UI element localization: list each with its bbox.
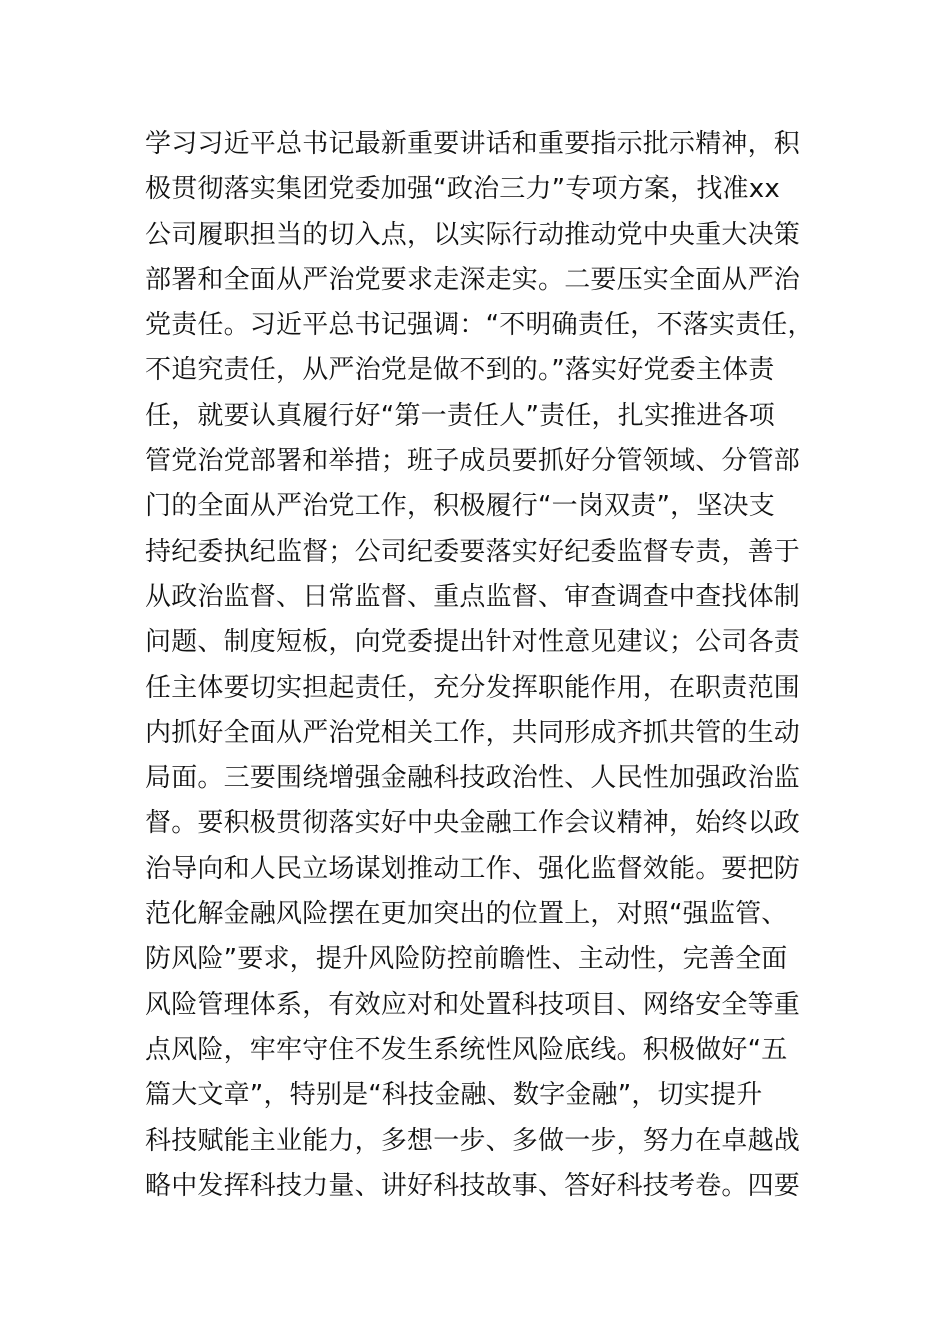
- text-line: 不追究责任，从严治党是做不到的。”落实好党委主体责: [145, 355, 775, 386]
- text-line: 略中发挥科技力量、讲好科技故事、答好科技考卷。四要: [145, 1170, 801, 1201]
- text-line: 从政治监督、日常监督、重点监督、审查调查中查找体制: [145, 581, 801, 612]
- text-line: 公司履职担当的切入点，以实际行动推动党中央重大决策: [145, 219, 801, 250]
- text-line: 局面。三要围绕增强金融科技政治性、人民性加强政治监: [145, 763, 801, 794]
- text-line: 问题、制度短板，向党委提出针对性意见建议；公司各责: [145, 627, 801, 658]
- text-line: 科技赋能主业能力，多想一步、多做一步，努力在卓越战: [145, 1125, 801, 1156]
- text-line: 党责任。习近平总书记强调：“不明确责任，不落实责任，: [145, 310, 814, 341]
- text-line: 任主体要切实担起责任，充分发挥职能作用，在职责范围: [145, 672, 801, 703]
- text-line: 范化解金融风险摆在更加突出的位置上，对照“强监管、: [145, 899, 788, 930]
- text-line: 内抓好全面从严治党相关工作，共同形成齐抓共管的生动: [145, 717, 801, 748]
- text-line: 任，就要认真履行好“第一责任人”责任，扎实推进各项: [145, 400, 775, 431]
- text-line: 点风险，牢牢守住不发生系统性风险底线。积极做好“五: [145, 1034, 788, 1065]
- text-line: 风险管理体系，有效应对和处置科技项目、网络安全等重: [145, 989, 801, 1020]
- text-line: 篇大文章”，特别是“科技金融、数字金融”，切实提升: [145, 1080, 763, 1111]
- text-line: 持纪委执纪监督；公司纪委要落实好纪委监督专责，善于: [145, 536, 801, 567]
- text-line: 治导向和人民立场谋划推动工作、强化监督效能。要把防: [145, 853, 801, 884]
- text-line: 管党治党部署和举措；班子成员要抓好分管领域、分管部: [145, 446, 801, 477]
- text-line: 极贯彻落实集团党委加强“政治三力”专项方案，找准xx: [145, 174, 780, 205]
- text-line: 学习习近平总书记最新重要讲话和重要指示批示精神，积: [145, 129, 801, 159]
- text-line: 门的全面从严治党工作，积极履行“一岗双责”，坚决支: [145, 491, 775, 522]
- text-line: 部署和全面从严治党要求走深走实。二要压实全面从严治: [145, 264, 801, 295]
- text-line: 督。要积极贯彻落实好中央金融工作会议精神，始终以政: [145, 808, 801, 839]
- body-paragraph: [145, 122, 825, 1209]
- text-line: 防风险”要求，提升风险防控前瞻性、主动性，完善全面: [145, 944, 788, 975]
